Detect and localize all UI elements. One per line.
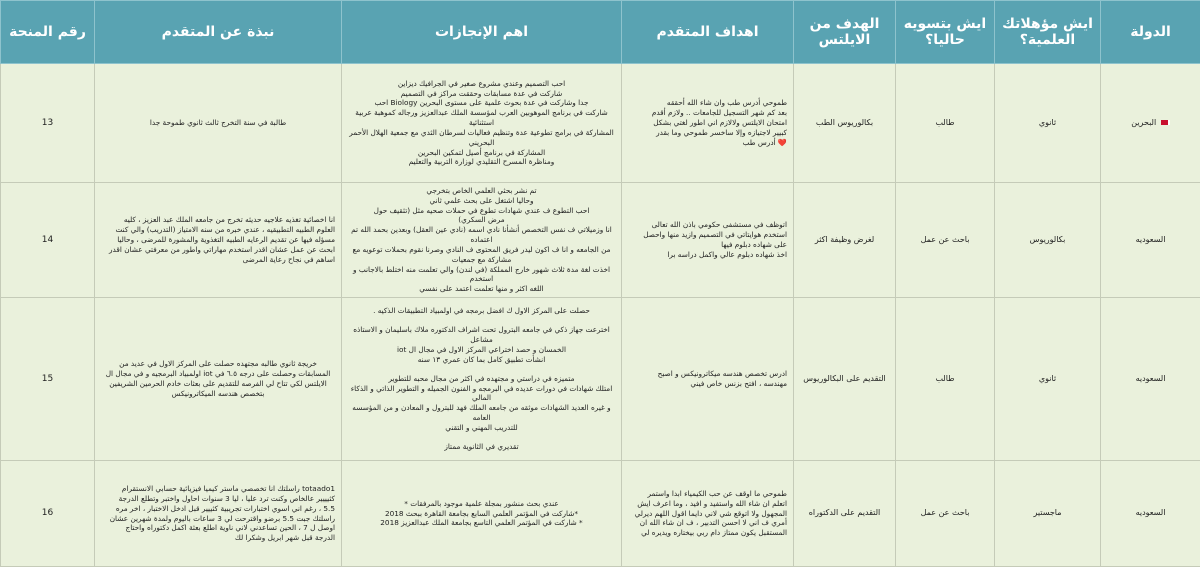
achievement-line: انا وزميلاتي ف نفس التخصص أنشأنا نادي اسمه (نادي عين العقل) وبعدين بحمد الله تم اعتماده <box>348 225 615 245</box>
header-row <box>1 1 1200 64</box>
achievement-line: انشأت تطبيق كامل بما كان عمري ١٣ سنه <box>348 355 615 365</box>
achievement-line: مرض السكري) <box>348 215 615 225</box>
header-ielts-goal[interactable]: الهدف من الايلتس <box>794 1 896 64</box>
achievement-line: المشاركة في برامج تطوعية عدة وتنظيم فعاليات لسرطان الثدي مع جمعية الهلال الأحمر <box>348 128 615 138</box>
cell-grant-number[interactable]: 16 <box>1 461 95 567</box>
achievement-line: متميزه في دراستي و مجتهده في اكثر من مجال محبه للتطوير <box>348 374 615 384</box>
bio-line: المسابقات وحصلت على درجه ٦.٥ في iot اولمبياد البرمجيه و في مجال ال <box>101 369 335 379</box>
cell-achievements[interactable] <box>342 183 622 298</box>
achievement-line: مشاركة مع جمعيات <box>348 255 615 265</box>
cell-doing-now[interactable]: طالب <box>896 298 995 461</box>
achievement-line: حصلت على المركز الاول ك افضل برمجه في اولمبياد التطبيقات الذكيه . <box>348 306 615 316</box>
bio-line: كثيييير عالخاص وكنت ترد عليا ، ليا 3 سنوات احاول واختبر وتطلع الدرجة <box>101 494 335 504</box>
table-row <box>1 64 1200 183</box>
goal-line: اتعلم ان شاء الله واستفيد و افيد ، وما اعرف ايش <box>628 499 787 509</box>
cell-goals[interactable] <box>622 64 794 183</box>
cell-country[interactable] <box>1101 64 1200 183</box>
goal-line: أمري ف اني لا احسن التدبير ، ف ان شاء الله ان <box>628 518 787 528</box>
header-grant-number[interactable]: رقم المنحة <box>1 1 95 64</box>
line-gap <box>348 316 615 325</box>
cell-doing-now[interactable]: باحث عن عمل <box>896 461 995 567</box>
cell-doing-now[interactable]: طالب <box>896 64 995 183</box>
cell-grant-number[interactable]: 15 <box>1 298 95 461</box>
achievement-line: جدا وشاركت في عدة بحوث علمية على مستوى البحرين Biology احب <box>348 98 615 108</box>
achievement-line: اخذت لغة مدة ثلاث شهور خارج المملكة (في لندن) والي تعلمت منه اختلط بالاجانب و استخدم <box>348 265 615 285</box>
achievement-line: احب التصميم وعندي مشروع صغير في الجرافيك ديزاين <box>348 79 615 89</box>
line-gap <box>348 433 615 442</box>
cell-qualification[interactable]: ماجستير <box>995 461 1101 567</box>
achievement-line: الخمسان و حصد اختراعي المركز الاول في مجال ال iot <box>348 345 615 355</box>
achievement-line: تم نشر بحثي العلمي الخاص بتخرجي <box>348 186 615 196</box>
bahrain-flag-icon <box>1161 120 1170 125</box>
header-doing-now[interactable]: ايش بتسويه حاليا؟ <box>896 1 995 64</box>
cell-bio[interactable] <box>95 183 342 298</box>
cell-bio[interactable] <box>95 298 342 461</box>
achievement-line: تقديري في الثانوية ممتاز <box>348 442 615 452</box>
goal-line: المجهول ولا اتوقع شي لاني دايما اقول اللهم ديرلي <box>628 509 787 519</box>
bio-line: مسؤله فيها عن تقديم الرعايه الطبيه التغذوية والمشورة للمرضى ، وحاليا <box>101 235 335 245</box>
country-text: البحرين <box>1131 118 1156 127</box>
bio-line: 5.5 ، رغم اني اسوي اختبارات تجريبية كثييير قبل ادخل الاختبار ، اخر مره <box>101 504 335 514</box>
bio-line: راسلتك جبت 5.5 برضو واقترحت لي 3 ساعات باليوم ولمدة شهرين عشان <box>101 514 335 524</box>
achievement-line: للتدريب المهني و التقني <box>348 423 615 433</box>
achievement-line: المشاركة في برنامج أصيل لتمكين البحرين <box>348 148 615 158</box>
cell-qualification[interactable]: ثانوي <box>995 64 1101 183</box>
bio-line: totaado1 راسلتك انا تخصصي ماستر كيميا فيزيائية حسابي الانستقرام <box>101 484 335 494</box>
goal-line: امتحان الايلتس ولالازم اني اطور لغتي بشكل <box>628 118 787 128</box>
goal-line: ادرس تخصص هندسه ميكاترونيكس و اصبح <box>628 369 787 379</box>
bio-line: الايلتس لكي تتاح لي الفرصه للتقديم على بعثات خادم الحرمين الشريفين <box>101 379 335 389</box>
goal-line: مهندسه ، افتح بزنس خاص فيني <box>628 379 787 389</box>
header-bio[interactable]: نبذة عن المتقدم <box>95 1 342 64</box>
table-row <box>1 183 1200 298</box>
cell-goals[interactable] <box>622 298 794 461</box>
goal-line: طموحي أدرس طب وان شاء الله أحققه <box>628 98 787 108</box>
bio-line: اساهم في نجاح رعاية المرضى <box>101 255 335 265</box>
cell-doing-now[interactable]: باحث عن عمل <box>896 183 995 298</box>
header-achievements[interactable]: اهم الإنجازات <box>342 1 622 64</box>
header-country[interactable]: الدولة <box>1101 1 1200 64</box>
goal-line: كبيير لاجتيازه وإلا ساخسر طموحي وما بقدر <box>628 128 787 138</box>
cell-goals[interactable] <box>622 183 794 298</box>
bio-line: اوصل ل 7 ، الحين تساعدني لاني ناوية اطلع بعثة اكمل دكتوراه واحتاج <box>101 523 335 533</box>
achievement-line: احب التطوع ف عندي شهادات تطوع في حملات صحيه مثل (تثقيف حول <box>348 206 615 216</box>
achievement-line: اللغه اكثر و منها تعلمت اعتمد على نفسي <box>348 284 615 294</box>
achievement-line: استثنائية <box>348 118 615 128</box>
bio-line: خريجة ثانوي طالبه مجتهده حصلت على المركز الاول في عديد من <box>101 359 335 369</box>
cell-ielts-goal[interactable]: التقديم على الدكتوراه <box>794 461 896 567</box>
goal-line: طموحي ما اوقف عن حب الكيمياء ابدا واستمر <box>628 489 787 499</box>
goal-line: بعد كم شهر التسجيل للجامعات .. ولازم أقدم <box>628 108 787 118</box>
achievement-line: البحريني <box>348 138 615 148</box>
achievement-line: اخترعت جهاز ذكي في جامعه البترول تحت اشراف الدكتوره ملاك باسليمان و الاستاذه مشاعل <box>348 325 615 345</box>
achievement-line: ومناظرة المسرح التقليدي لوزارة التربية والتعليم <box>348 157 615 167</box>
goal-line: اتوظف في مستشفى حكومي باذن الله تعالى <box>628 220 787 230</box>
cell-ielts-goal[interactable]: التقديم على البكالوريوس <box>794 298 896 461</box>
bio-line: انا اخصائية تغذيه علاجيه حديثه تخرج من جامعه الملك عبد العزيز ، كليه <box>101 215 335 225</box>
cell-qualification[interactable]: بكالوريوس <box>995 183 1101 298</box>
cell-bio[interactable]: طالبة في سنة التخرج ثالث ثانوي طموحة جدا <box>95 64 342 183</box>
goal-line: اخذ شهاده دبلوم عالي واكمل دراسه برا <box>628 250 787 260</box>
goal-line: استخدم هوايتاتي في التصميم وازيد منها واحصل <box>628 230 787 240</box>
bio-line: الدرجة قبل شهر ابريل وشكرا لك <box>101 533 335 543</box>
bio-line: العلوم الطبيه التطبيقيه ، عندي خبره من سنه الامتياز (التدريب) والي كنت <box>101 225 335 235</box>
cell-achievements[interactable] <box>342 64 622 183</box>
achievement-line: شاركت في عدة مسابقات وحققت مراكز في التصميم <box>348 89 615 99</box>
cell-ielts-goal[interactable]: بكالوريوس الطب <box>794 64 896 183</box>
cell-ielts-goal[interactable]: لغرض وظيفة اكثر <box>794 183 896 298</box>
cell-qualification[interactable]: ثانوي <box>995 298 1101 461</box>
achievement-line: *شاركت في المؤتمر العلمي السابع بجامعة القاهرة ببحث 2018 <box>348 509 615 519</box>
goal-line: على شهاده دبلوم فيها <box>628 240 787 250</box>
achievement-line: عندي بحث منشور بمجلة علمية موجود بالمرفقات * <box>348 499 615 509</box>
cell-country[interactable]: السعوديه <box>1101 461 1200 567</box>
table-row <box>1 298 1200 461</box>
achievement-line: امتلك شهادات في دورات عديده في البرمجه و الفنون الجميله و التطوير الذاتي و الذكاء المالي <box>348 384 615 404</box>
bio-line: بتخصص هندسه الميكاترونيكس <box>101 389 335 399</box>
achievement-line: من الجامعه و انا ف اكون ليدر فريق المحتوى ف النادي وصرنا نقوم بحملات توعويه مع <box>348 245 615 255</box>
line-gap <box>348 365 615 374</box>
achievement-line: * شاركت في المؤتمر العلمي التاسع بجامعة الملك عبدالعزيز 2018 <box>348 518 615 528</box>
cell-grant-number[interactable]: 14 <box>1 183 95 298</box>
achievement-line: وحاليا اشتغل على بحث علمي ثاني <box>348 196 615 206</box>
bio-line: ابحث عن عمل عشان اقدر استخدم مهاراتي واطور من معرفتي عشان اقدر <box>101 245 335 255</box>
achievement-line: شاركت في برنامج الموهوبين العرب لمؤسسة الملك عبدالعزيز ورجاله كموهبة عربية <box>348 108 615 118</box>
cell-country[interactable]: السعوديه <box>1101 298 1200 461</box>
header-goals[interactable]: اهداف المتقدم <box>622 1 794 64</box>
cell-country[interactable]: السعوديه <box>1101 183 1200 298</box>
achievement-line: و غيره العديد الشهادات موثقه من جامعه الملك فهد للبترول و المعادن و من المؤسسه العامه <box>348 403 615 423</box>
header-qualification[interactable]: ايش مؤهلاتك العلمية؟ <box>995 1 1101 64</box>
cell-grant-number[interactable]: 13 <box>1 64 95 183</box>
cell-achievements[interactable] <box>342 298 622 461</box>
goal-line: المستقبل يكون ممتاز دام ربي بيختاره ويديره لي <box>628 528 787 538</box>
goal-line: ❤️ أدرس طب <box>628 138 787 148</box>
